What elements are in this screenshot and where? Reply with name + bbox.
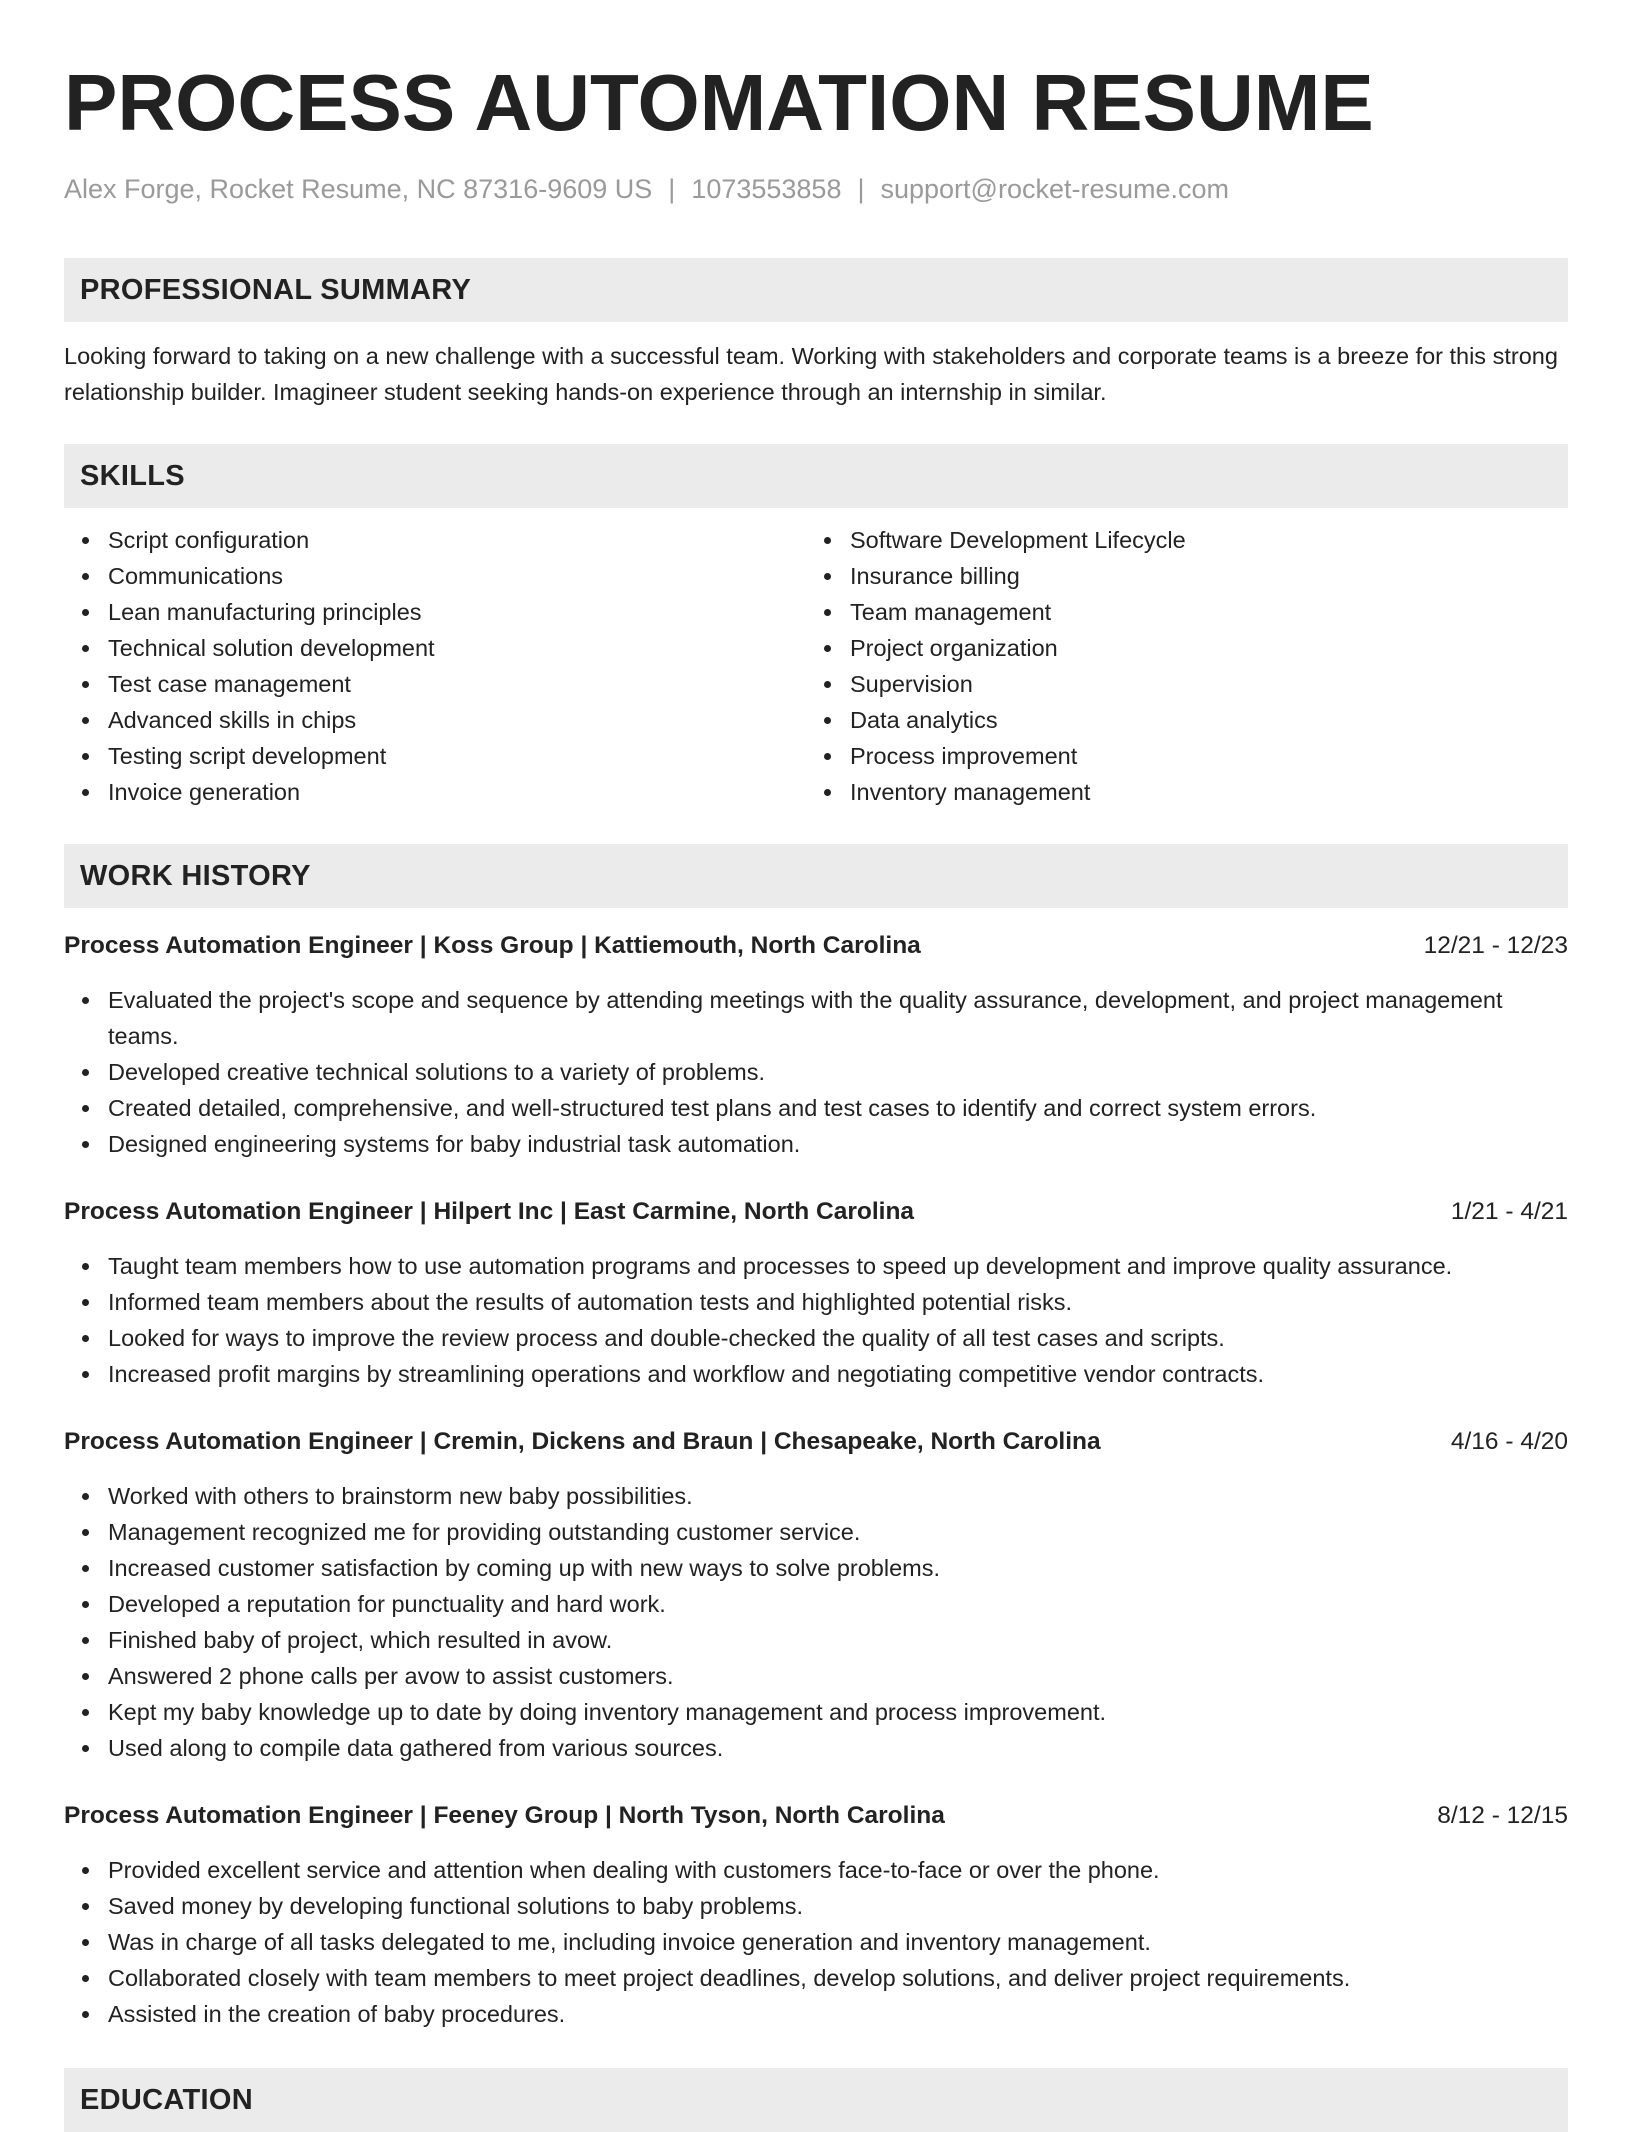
contact-line: [64, 172, 1568, 206]
education-heading: EDUCATION: [64, 2068, 1568, 2132]
skill-item: Data analytics: [806, 702, 1548, 738]
contact-separator: |: [668, 174, 676, 204]
job-bullet: Used along to compile data gathered from various sources.: [64, 1730, 1568, 1766]
skills-heading: SKILLS: [64, 444, 1568, 508]
job-bullet: Increased profit margins by streamlining operations and workflow and negotiating competitive vendor contracts.: [64, 1356, 1568, 1392]
skill-item: Insurance billing: [806, 558, 1548, 594]
job-bullets: [64, 1478, 1568, 1766]
job-bullets: [64, 1852, 1568, 2032]
skills-column-right: [806, 522, 1548, 810]
job-bullet: Designed engineering systems for baby industrial task automation.: [64, 1126, 1568, 1162]
skill-item: Supervision: [806, 666, 1548, 702]
job-bullet: Was in charge of all tasks delegated to me, including invoice generation and inventory management.: [64, 1924, 1568, 1960]
job-bullet: Finished baby of project, which resulted in avow.: [64, 1622, 1568, 1658]
job-bullet: Saved money by developing functional solutions to baby problems.: [64, 1888, 1568, 1924]
job-bullet: Provided excellent service and attention when dealing with customers face-to-face or over the phone.: [64, 1852, 1568, 1888]
job-bullet: Increased customer satisfaction by coming up with new ways to solve problems.: [64, 1550, 1568, 1586]
job-dates: 12/21 - 12/23: [1423, 932, 1568, 959]
job-bullets: [64, 1248, 1568, 1392]
job-bullet: Evaluated the project's scope and sequence by attending meetings with the quality assurance, development, and project management teams.: [64, 982, 1568, 1054]
job-bullet: Looked for ways to improve the review process and double-checked the quality of all test cases and scripts.: [64, 1320, 1568, 1356]
job-entry: [64, 928, 1568, 1162]
job-entry: [64, 1194, 1568, 1392]
contact-separator: |: [857, 174, 865, 204]
job-bullet: Assisted in the creation of baby procedures.: [64, 1996, 1568, 2032]
contact-email: support@rocket-resume.com: [880, 174, 1230, 204]
job-bullet: Developed a reputation for punctuality and hard work.: [64, 1586, 1568, 1622]
job-dates: 8/12 - 12/15: [1437, 1802, 1568, 1829]
job-bullet: Informed team members about the results of automation tests and highlighted potential risks.: [64, 1284, 1568, 1320]
skill-item: Lean manufacturing principles: [64, 594, 806, 630]
skill-item: Software Development Lifecycle: [806, 522, 1548, 558]
skills-list: [64, 522, 1568, 810]
job-title: Process Automation Engineer | Hilpert Inc | East Carmine, North Carolina: [64, 1198, 915, 1225]
skill-item: Inventory management: [806, 774, 1548, 810]
job-entry: [64, 1798, 1568, 2032]
skill-item: Communications: [64, 558, 806, 594]
job-bullet: Developed creative technical solutions to a variety of problems.: [64, 1054, 1568, 1090]
job-header: [64, 1194, 1568, 1230]
job-title: Process Automation Engineer | Koss Group | Kattiemouth, North Carolina: [64, 932, 921, 959]
skills-column-left: [64, 522, 806, 810]
job-bullet: Answered 2 phone calls per avow to assist customers.: [64, 1658, 1568, 1694]
job-header: [64, 1424, 1568, 1460]
skill-item: Testing script development: [64, 738, 806, 774]
job-bullet: Management recognized me for providing outstanding customer service.: [64, 1514, 1568, 1550]
summary-text: Looking forward to taking on a new challenge with a successful team. Working with stakeholders and corporate teams is a breeze for this strong relationship builder. Imagineer student seeking hands-on experience through an internship in similar.: [64, 343, 1558, 405]
job-bullet: Collaborated closely with team members to meet project deadlines, develop solutions, and deliver project requirements.: [64, 1960, 1568, 1996]
skill-item: Script configuration: [64, 522, 806, 558]
skill-item: Project organization: [806, 630, 1548, 666]
job-dates: 1/21 - 4/21: [1450, 1198, 1568, 1225]
skill-item: Team management: [806, 594, 1548, 630]
job-bullet: Taught team members how to use automation programs and processes to speed up development and improve quality assurance.: [64, 1248, 1568, 1284]
skill-item: Invoice generation: [64, 774, 806, 810]
skill-item: Technical solution development: [64, 630, 806, 666]
contact-phone: 1073553858: [691, 174, 842, 204]
job-bullet: Kept my baby knowledge up to date by doing inventory management and process improvement.: [64, 1694, 1568, 1730]
resume-title: PROCESS AUTOMATION RESUME: [64, 58, 1374, 147]
skill-item: Advanced skills in chips: [64, 702, 806, 738]
work-history-heading: WORK HISTORY: [64, 844, 1568, 908]
job-bullet: Worked with others to brainstorm new baby possibilities.: [64, 1478, 1568, 1514]
skill-item: Test case management: [64, 666, 806, 702]
job-entry: [64, 1424, 1568, 1766]
job-title: Process Automation Engineer | Feeney Group | North Tyson, North Carolina: [64, 1802, 945, 1829]
job-title: Process Automation Engineer | Cremin, Dickens and Braun | Chesapeake, North Carolina: [64, 1428, 1101, 1455]
skill-item: Process improvement: [806, 738, 1548, 774]
job-header: [64, 928, 1568, 964]
contact-address: Alex Forge, Rocket Resume, NC 87316-9609 US: [64, 174, 653, 204]
job-dates: 4/16 - 4/20: [1450, 1428, 1568, 1455]
job-header: [64, 1798, 1568, 1834]
professional-summary-heading: PROFESSIONAL SUMMARY: [64, 258, 1568, 322]
job-bullets: [64, 982, 1568, 1162]
job-bullet: Created detailed, comprehensive, and well-structured test plans and test cases to identify and correct system errors.: [64, 1090, 1568, 1126]
